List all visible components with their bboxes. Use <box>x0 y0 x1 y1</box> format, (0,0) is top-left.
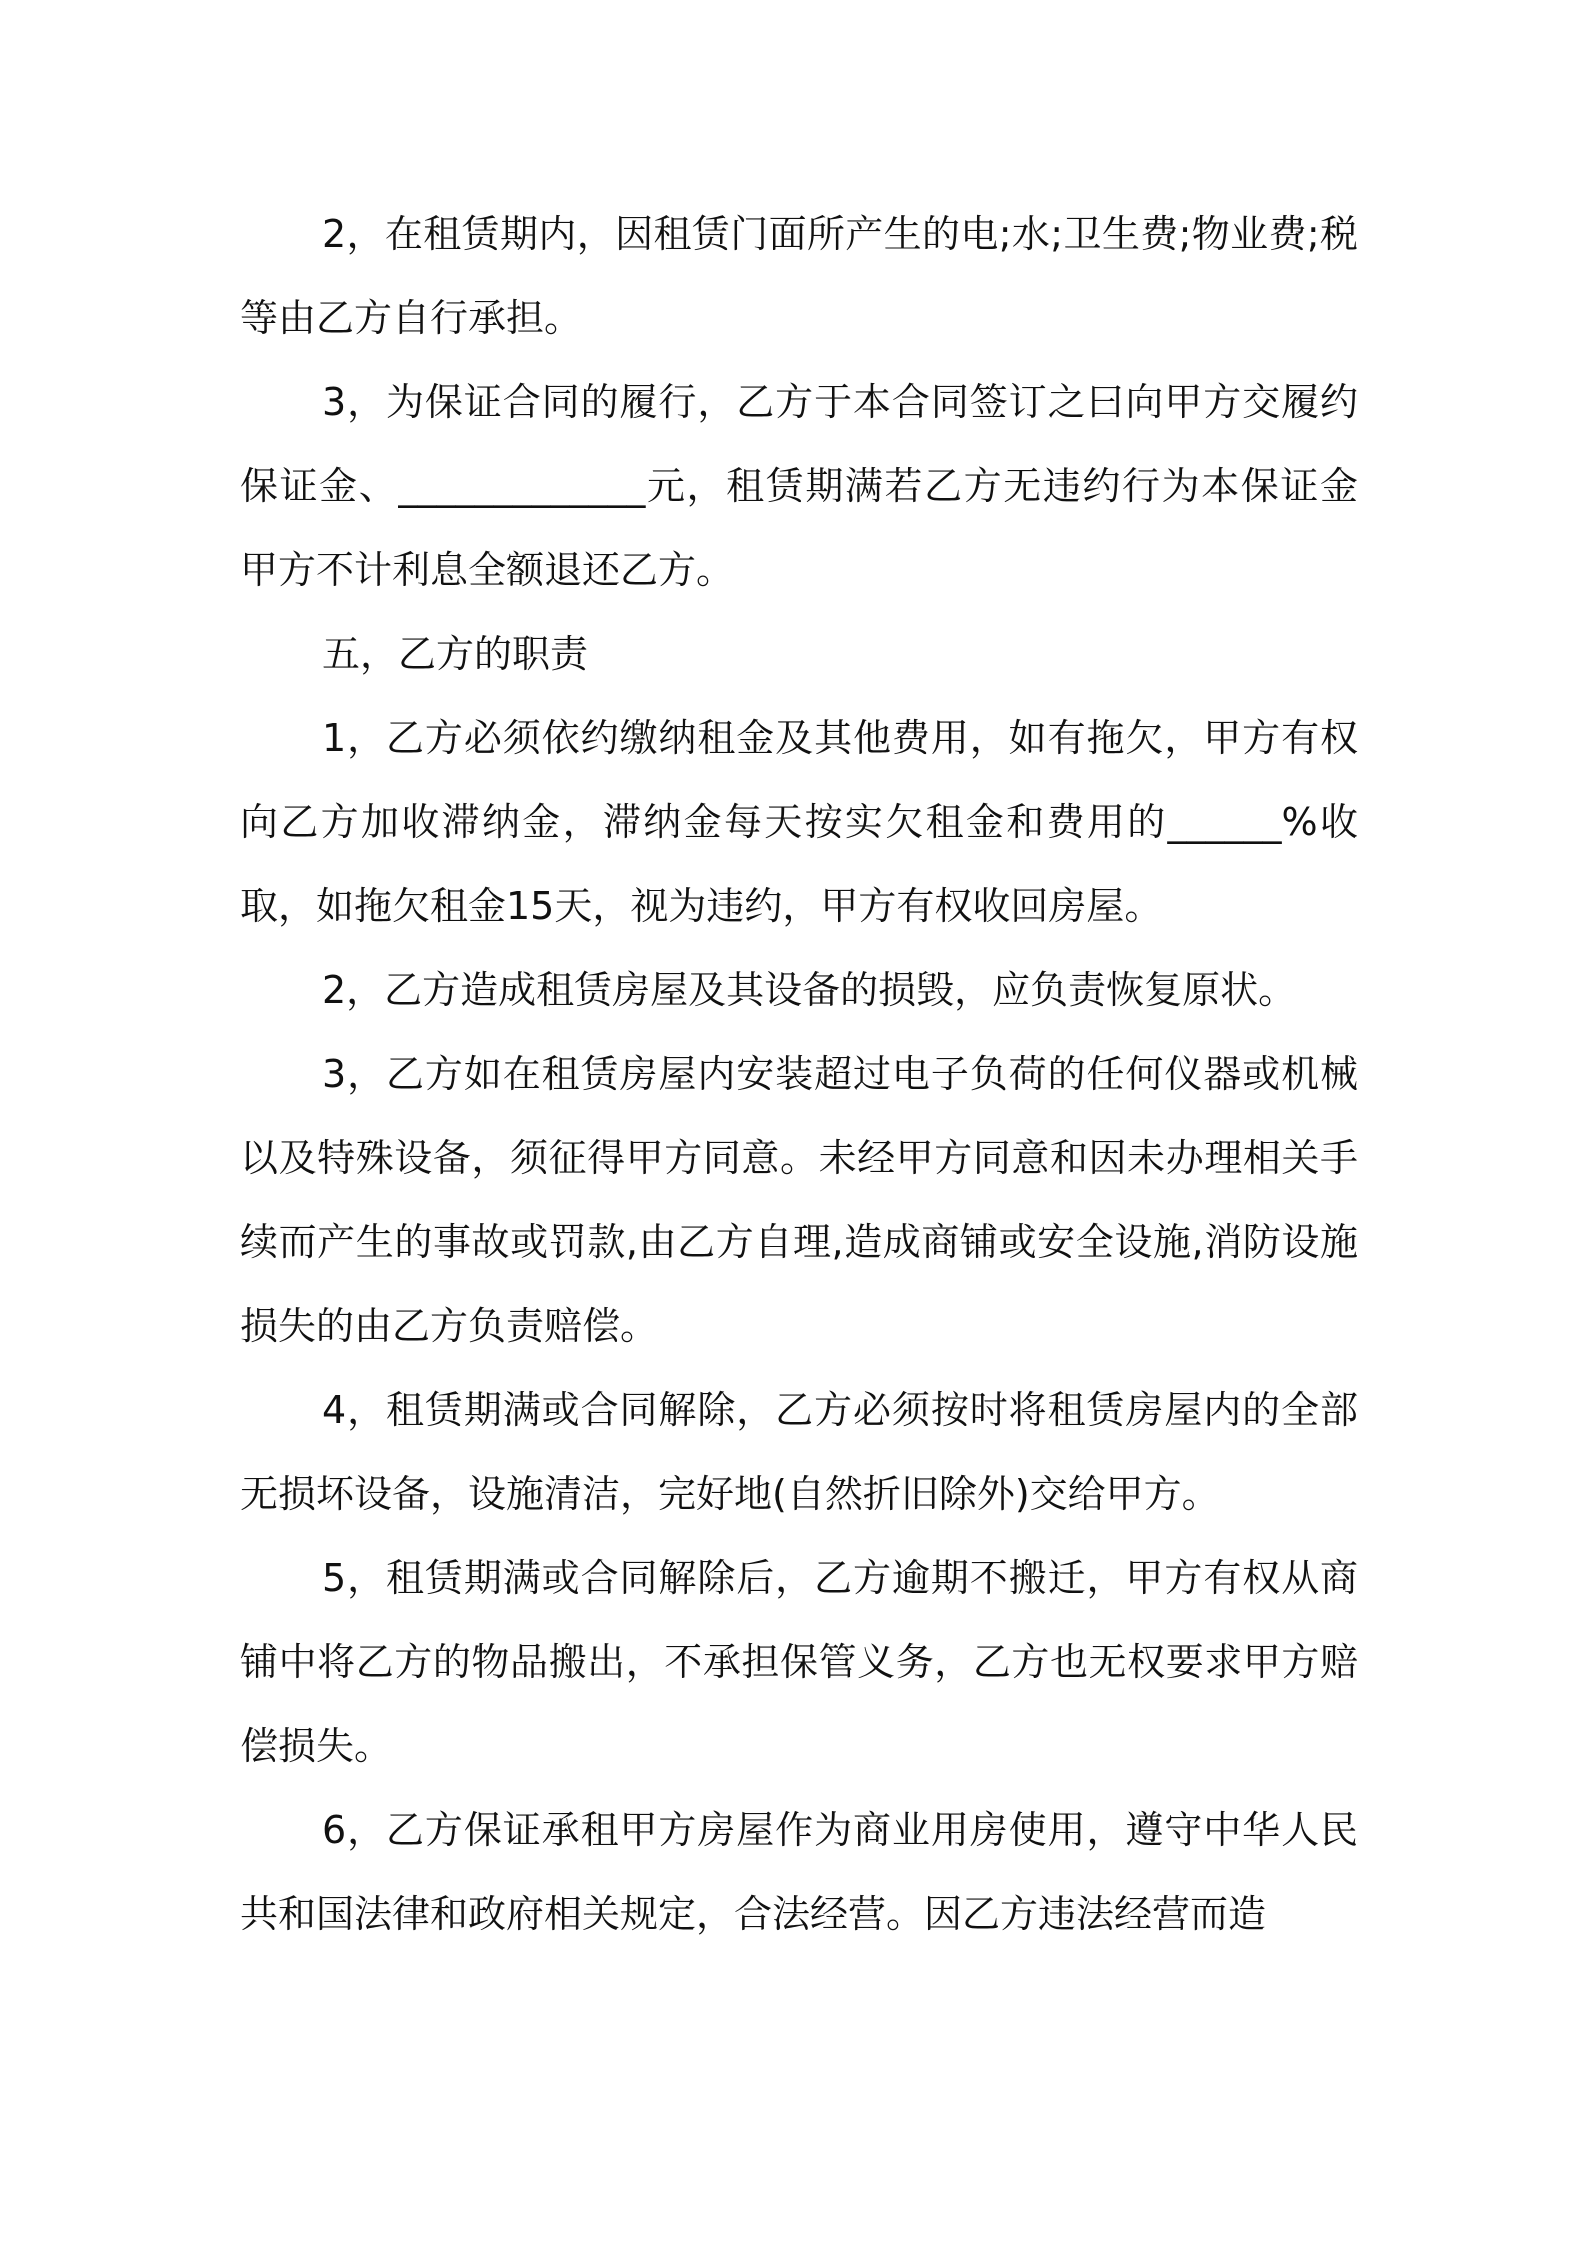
paragraph-clause-4-2: 2，在租赁期内，因租赁门面所产生的电;水;卫生费;物业费;税等由乙方自行承担。 <box>240 212 1358 340</box>
paragraph-clause-4-3: 3，为保证合同的履行，乙方于本合同签订之曰向甲方交履约保证金、_____________元，租赁期满若乙方无违约行为本保证金甲方不计利息全额退还乙方。 <box>240 380 1358 592</box>
paragraph-clause-5-5: 5，租赁期满或合同解除后，乙方逾期不搬迁，甲方有权从商铺中将乙方的物品搬出，不承担保管义务，乙方也无权要求甲方赔偿损失。 <box>240 1556 1358 1768</box>
document-body <box>240 192 1358 1956</box>
section-heading-5: 五，乙方的职责 <box>322 632 589 676</box>
paragraph-clause-5-2: 2，乙方造成租赁房屋及其设备的损毁，应负责恢复原状。 <box>322 968 1297 1012</box>
paragraph-clause-5-4: 4，租赁期满或合同解除，乙方必须按时将租赁房屋内的全部无损坏设备，设施清洁，完好地(自然折旧除外)交给甲方。 <box>240 1388 1358 1516</box>
paragraph-clause-5-6: 6，乙方保证承租甲方房屋作为商业用房使用，遵守中华人民共和国法律和政府相关规定，合法经营。因乙方违法经营而造 <box>240 1808 1358 1936</box>
paragraph-clause-5-3: 3，乙方如在租赁房屋内安装超过电子负荷的任何仪器或机械以及特殊设备，须征得甲方同意。未经甲方同意和因未办理相关手续而产生的事故或罚款,由乙方自理,造成商铺或安全设施,消防设施损失的由乙方负责赔偿。 <box>240 1052 1358 1348</box>
paragraph-clause-5-1: 1，乙方必须依约缴纳租金及其他费用，如有拖欠，甲方有权向乙方加收滞纳金，滞纳金每天按实欠租金和费用的______%收取，如拖欠租金15天，视为违约，甲方有权收回房屋。 <box>240 716 1358 928</box>
